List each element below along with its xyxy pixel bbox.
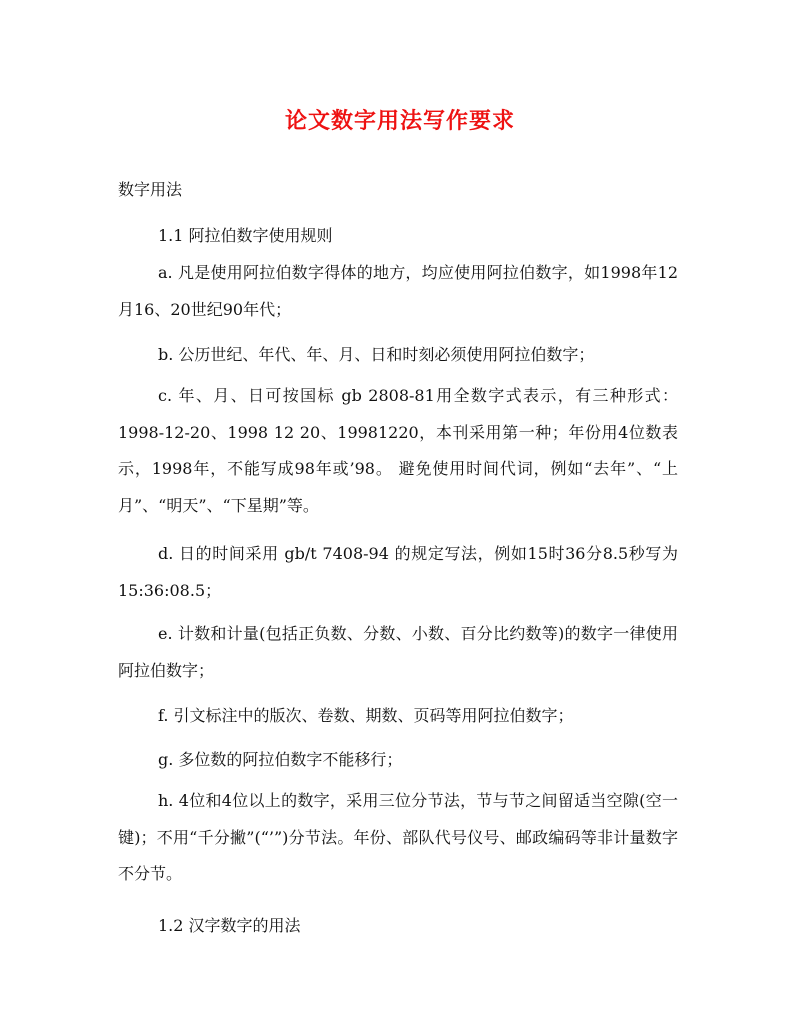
section-heading-1-1: 1.1 阿拉伯数字使用规则 [158,226,333,245]
rule-item-c: c. 年、月、日可按国标 gb 2808-81用全数字式表示，有三种形式：1998-12-20、1998 12 20、19981220，本刊采用第一种；年份用4位数表示，1998年，不能写成98年或’98。 避免使用时间代词，例如“去年”、“上月”、“明天”、“下星期”等。 [118,386,678,515]
rule-item-g: g. 多位数的阿拉伯数字不能移行； [158,750,403,769]
section-heading-1-2: 1.2 汉字数字的用法 [158,916,301,935]
rule-item-a: a. 凡是使用阿拉伯数字得体的地方，均应使用阿拉伯数字，如1998年12月16、20世纪90年代； [118,263,678,319]
rule-item-f: f. 引文标注中的版次、卷数、期数、页码等用阿拉伯数字； [158,706,574,725]
rule-item-b: b. 公历世纪、年代、年、月、日和时刻必须使用阿拉伯数字； [158,345,595,364]
rule-item-h: h. 4位和4位以上的数字，采用三位分节法，节与节之间留适当空隙(空一键)；不用“千分撇”(“’”)分节法。年份、部队代号仪号、邮政编码等非计量数字不分节。 [118,791,678,883]
rule-item-e: e. 计数和计量(包括正负数、分数、小数、百分比约数等)的数字一律使用阿拉伯数字； [118,624,678,680]
document-title: 论文数字用法写作要求 [284,108,515,134]
rule-item-d: d. 日的时间采用 gb/t 7408-94 的规定写法，例如15时36分8.5秒写为15:36:08.5； [118,544,678,600]
heading-digit-usage: 数字用法 [118,180,183,199]
